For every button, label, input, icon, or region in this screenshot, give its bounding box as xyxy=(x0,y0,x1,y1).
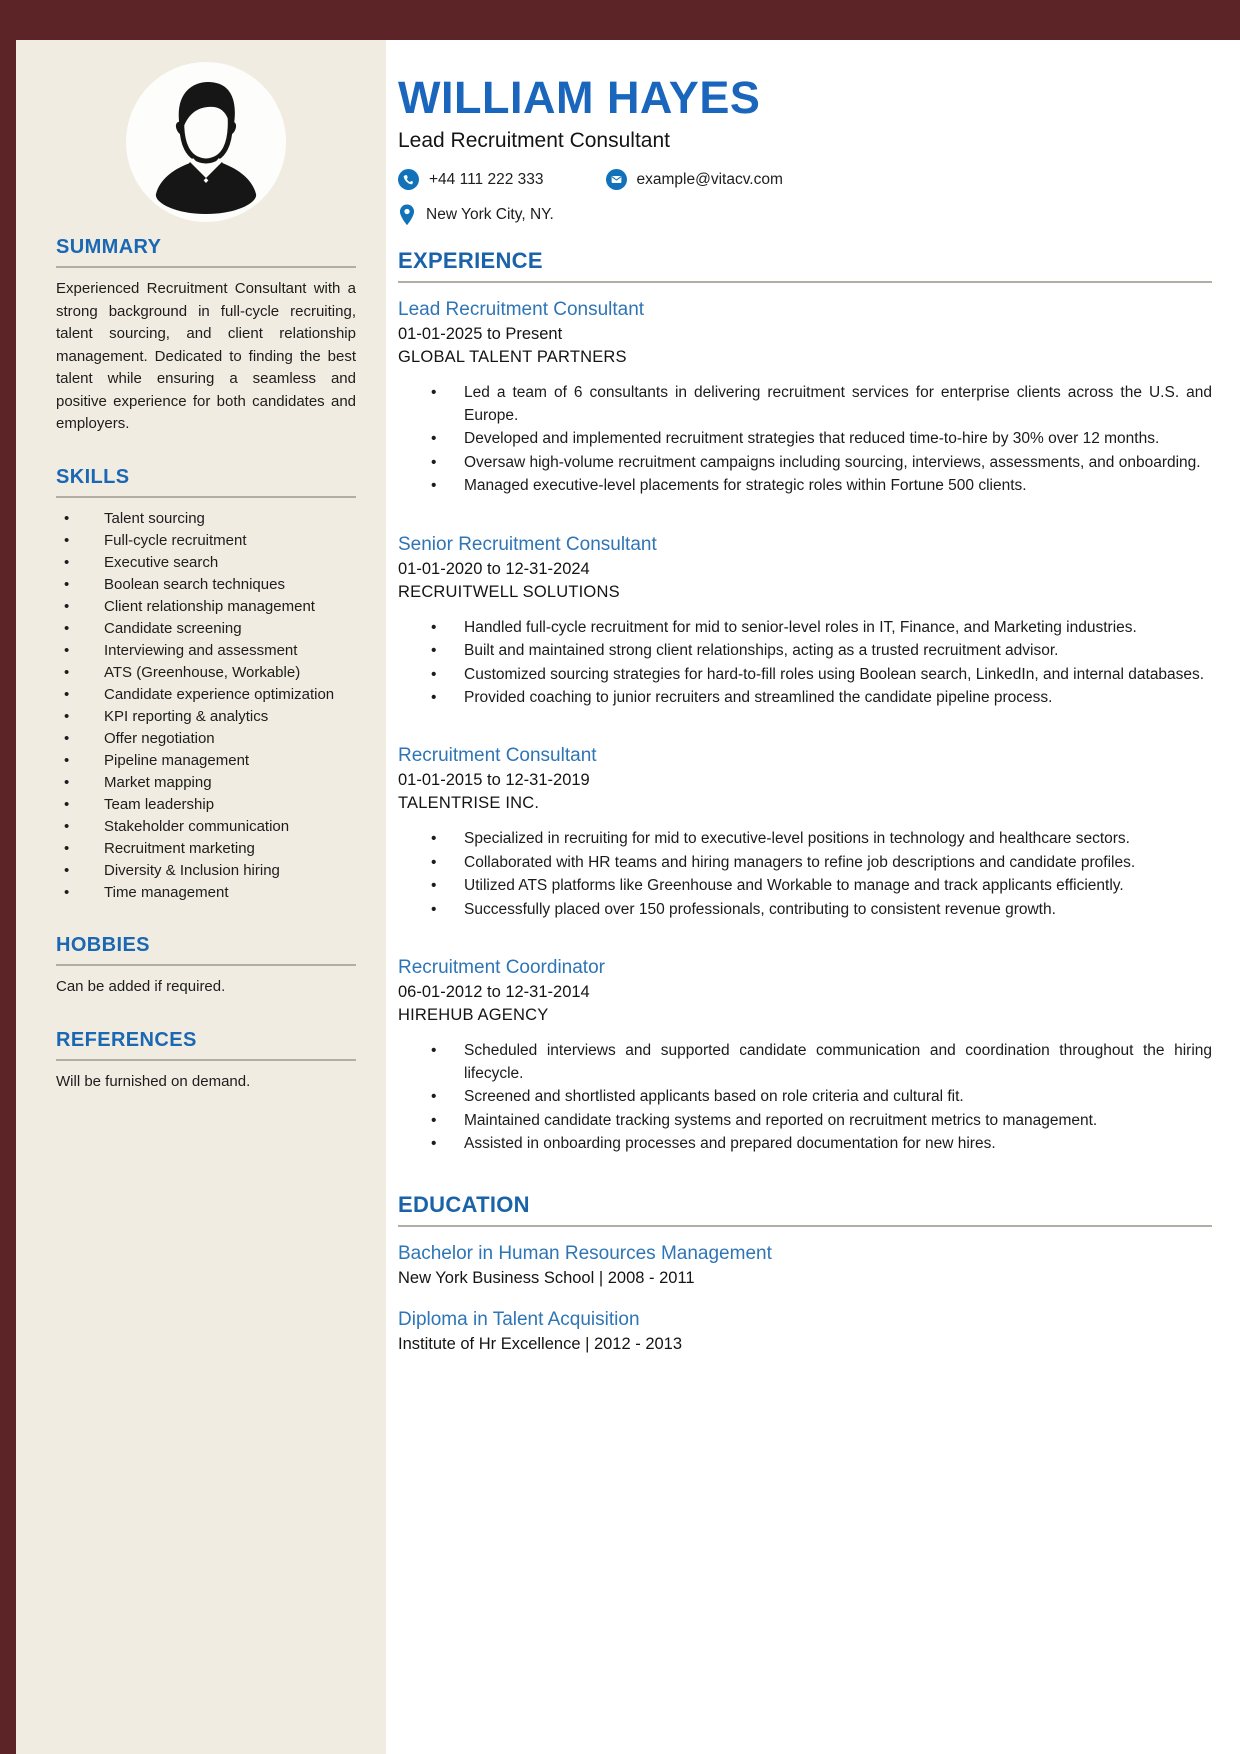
job-bullet: • Scheduled interviews and supported candidate communication and coordination throughout the hiring lifecycle. xyxy=(431,1040,1212,1085)
job-bullet: • Assisted in onboarding processes and prepared documentation for new hires. xyxy=(431,1133,1212,1155)
person-silhouette-icon xyxy=(126,62,286,222)
skill-item: • ATS (Greenhouse, Workable) xyxy=(64,662,356,684)
job-bullet: • Collaborated with HR teams and hiring managers to refine job descriptions and candidate profiles. xyxy=(431,852,1212,874)
job-bullet: • Led a team of 6 consultants in delivering recruitment services for enterprise clients across the U.S. and Europe. xyxy=(431,382,1212,427)
divider xyxy=(56,496,356,498)
sidebar xyxy=(16,40,386,1754)
location-block xyxy=(398,204,554,226)
left-border xyxy=(0,0,16,1754)
job-bullet: • Built and maintained strong client relationships, acting as a trusted recruitment advisor. xyxy=(431,640,1212,662)
job-title: Recruitment Coordinator xyxy=(398,957,605,979)
job-bullets xyxy=(431,828,1212,921)
skill-item: • Time management xyxy=(64,882,356,904)
job-bullets xyxy=(431,382,1212,497)
skill-item: • Client relationship management xyxy=(64,596,356,618)
degree-title: Bachelor in Human Resources Management xyxy=(398,1242,772,1264)
job-bullet: • Oversaw high-volume recruitment campaigns including sourcing, interviews, assessments, and onboarding. xyxy=(431,452,1212,474)
skill-item: • Boolean search techniques xyxy=(64,574,356,596)
job-company: HIREHUB AGENCY xyxy=(398,1006,549,1025)
divider xyxy=(56,266,356,268)
education-entry xyxy=(398,1243,1212,1288)
skills-list xyxy=(56,508,356,905)
phone-icon xyxy=(398,169,419,190)
hobbies-section xyxy=(56,934,356,999)
skill-item: • Candidate experience optimization xyxy=(64,684,356,706)
divider xyxy=(398,1225,1212,1227)
skill-item: • Full-cycle recruitment xyxy=(64,530,356,552)
email-block xyxy=(606,169,783,190)
skill-item: • KPI reporting & analytics xyxy=(64,706,356,728)
divider xyxy=(56,964,356,966)
skill-item: • Interviewing and assessment xyxy=(64,640,356,662)
hobbies-text: Can be added if required. xyxy=(56,978,226,996)
job-bullets xyxy=(431,1040,1212,1155)
job-bullet: • Customized sourcing strategies for hard-to-fill roles using Boolean search, LinkedIn, and internal databases. xyxy=(431,664,1212,686)
divider xyxy=(56,1059,356,1061)
job-bullet: • Successfully placed over 150 professionals, contributing to consistent revenue growth. xyxy=(431,899,1212,921)
school-line: New York Business School | 2008 - 2011 xyxy=(398,1268,695,1287)
education-entries xyxy=(398,1243,1212,1354)
summary-heading: SUMMARY xyxy=(56,236,162,258)
skill-item: • Recruitment marketing xyxy=(64,838,356,860)
job-company: RECRUITWELL SOLUTIONS xyxy=(398,582,620,601)
top-border xyxy=(0,0,1240,40)
job-dates: 01-01-2020 to 12-31-2024 xyxy=(398,559,590,578)
references-heading: REFERENCES xyxy=(56,1028,197,1051)
location-text: New York City, NY. xyxy=(426,206,554,224)
skill-item: • Market mapping xyxy=(64,772,356,794)
summary-text: Experienced Recruitment Consultant with a strong background in full-cycle recruiting, talent sourcing, and client relationship management. Dedicated to finding the best talent while ensuring a seamless and positive experience for both candidates and employers. xyxy=(56,280,356,432)
location-icon xyxy=(398,204,416,226)
references-text: Will be furnished on demand. xyxy=(56,1072,251,1090)
job-bullet: • Specialized in recruiting for mid to executive-level positions in technology and healthcare sectors. xyxy=(431,828,1212,850)
phone-number: +44 111 222 333 xyxy=(429,170,544,188)
degree-title: Diploma in Talent Acquisition xyxy=(398,1308,640,1330)
education-entry xyxy=(398,1309,1212,1354)
school-line: Institute of Hr Excellence | 2012 - 2013 xyxy=(398,1334,683,1353)
hobbies-heading: HOBBIES xyxy=(56,934,150,957)
experience-heading: EXPERIENCE xyxy=(398,248,543,274)
job-bullet: • Developed and implemented recruitment strategies that reduced time-to-hire by 30% over 12 months. xyxy=(431,428,1212,450)
contact-row-2 xyxy=(398,204,1212,226)
contact-row-1 xyxy=(398,169,1212,190)
experience-section xyxy=(398,248,1212,1155)
avatar xyxy=(126,62,286,222)
job-bullet: • Handled full-cycle recruitment for mid to senior-level roles in IT, Finance, and Marketing industries. xyxy=(431,617,1212,639)
skill-item: • Pipeline management xyxy=(64,750,356,772)
skill-item: • Candidate screening xyxy=(64,618,356,640)
skills-section xyxy=(56,466,356,905)
skills-heading: SKILLS xyxy=(56,465,130,488)
education-section xyxy=(398,1192,1212,1354)
job-title: Senior Recruitment Consultant xyxy=(398,533,657,555)
email-address: example@vitacv.com xyxy=(636,170,783,188)
job-title: Lead Recruitment Consultant xyxy=(398,299,645,321)
job-entry xyxy=(398,299,1212,497)
person-title: Lead Recruitment Consultant xyxy=(398,129,670,153)
references-section xyxy=(56,1029,356,1094)
person-name: WILLIAM HAYES xyxy=(398,72,761,123)
job-bullets xyxy=(431,617,1212,710)
skill-item: • Stakeholder communication xyxy=(64,816,356,838)
job-title: Recruitment Consultant xyxy=(398,745,597,767)
skill-item: • Diversity & Inclusion hiring xyxy=(64,860,356,882)
job-bullet: • Screened and shortlisted applicants based on role criteria and cultural fit. xyxy=(431,1086,1212,1108)
divider xyxy=(398,281,1212,283)
job-entry xyxy=(398,745,1212,921)
email-icon xyxy=(606,169,627,190)
job-company: GLOBAL TALENT PARTNERS xyxy=(398,348,627,367)
summary-section xyxy=(56,236,356,436)
jobs-container xyxy=(398,299,1212,1155)
job-bullet: • Maintained candidate tracking systems and reported on recruitment metrics to management. xyxy=(431,1110,1212,1132)
job-entry xyxy=(398,957,1212,1155)
job-company: TALENTRISE INC. xyxy=(398,794,540,813)
skill-item: • Offer negotiation xyxy=(64,728,356,750)
skill-item: • Executive search xyxy=(64,552,356,574)
skill-item: • Talent sourcing xyxy=(64,508,356,530)
job-bullet: • Utilized ATS platforms like Greenhouse and Workable to manage and track applicants efficiently. xyxy=(431,875,1212,897)
job-entry xyxy=(398,534,1212,710)
job-bullet: • Managed executive-level placements for strategic roles within Fortune 500 clients. xyxy=(431,475,1212,497)
job-dates: 01-01-2025 to Present xyxy=(398,325,563,344)
education-heading: EDUCATION xyxy=(398,1191,530,1217)
phone-block xyxy=(398,169,544,190)
job-dates: 06-01-2012 to 12-31-2014 xyxy=(398,983,590,1002)
main-content xyxy=(386,40,1240,1754)
skill-item: • Team leadership xyxy=(64,794,356,816)
job-dates: 01-01-2015 to 12-31-2019 xyxy=(398,771,590,790)
job-bullet: • Provided coaching to junior recruiters and streamlined the candidate pipeline process. xyxy=(431,687,1212,709)
